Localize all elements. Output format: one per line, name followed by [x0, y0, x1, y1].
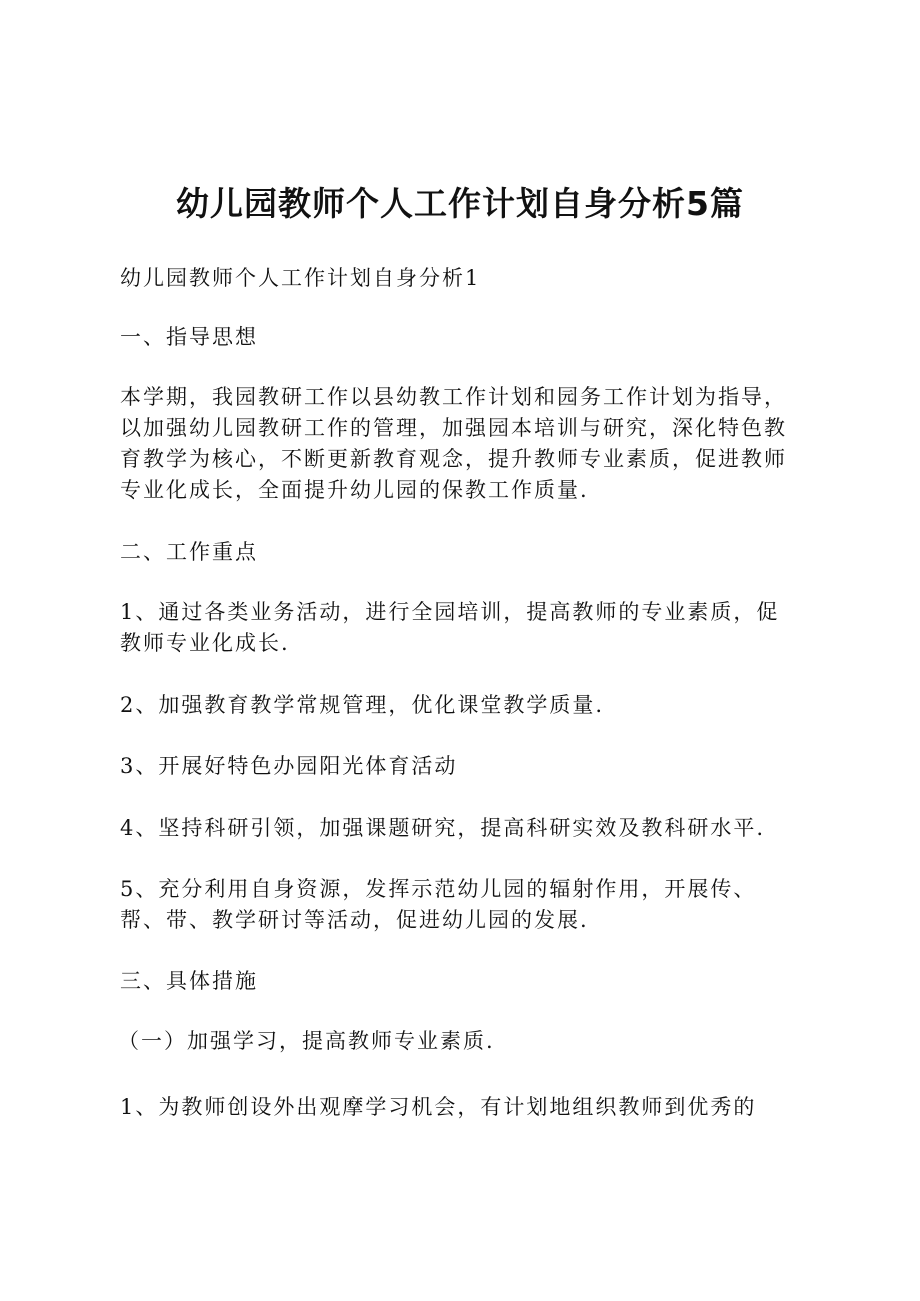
document-title: 幼儿园教师个人工作计划自身分析5篇 — [176, 184, 744, 223]
paragraph-line: 本学期，我园教研工作以县幼教工作计划和园务工作计划为指导， — [120, 385, 787, 409]
section-heading-work-focus: 二、工作重点 — [120, 540, 258, 564]
paragraph-line: 专业化成长，全面提升幼儿园的保教工作质量. — [120, 478, 589, 502]
paragraph-guiding-thought — [120, 382, 800, 506]
work-point-5 — [120, 874, 800, 936]
section-heading-specific-measures: 三、具体措施 — [120, 969, 258, 993]
paragraph-line: 5、充分利用自身资源，发挥示范幼儿园的辐射作用，开展传、 — [120, 877, 757, 901]
paragraph-line: 育教学为核心，不断更新教育观念，提升教师专业素质，促进教师 — [120, 447, 787, 471]
sub-heading-learning: （一）加强学习，提高教师专业素质. — [118, 1029, 495, 1053]
paragraph-line: 以加强幼儿园教研工作的管理，加强园本培训与研究，深化特色教 — [120, 416, 787, 440]
section-heading-guiding-thought: 一、指导思想 — [120, 325, 258, 349]
paragraph-line: 1、通过各类业务活动，进行全园培训，提高教师的专业素质，促 — [120, 600, 780, 624]
work-point-1 — [120, 597, 800, 659]
work-point-2: 2、加强教育教学常规管理，优化课堂教学质量. — [120, 693, 605, 717]
work-point-3: 3、开展好特色办园阳光体育活动 — [120, 754, 458, 778]
paragraph-line: 帮、带、教学研讨等活动，促进幼儿园的发展. — [120, 908, 589, 932]
paragraph-line: 教师专业化成长. — [120, 631, 290, 655]
work-point-4: 4、坚持科研引领，加强课题研究，提高科研实效及教科研水平. — [120, 816, 766, 840]
subtitle: 幼儿园教师个人工作计划自身分析1 — [120, 266, 481, 290]
measure-1: 1、为教师创设外出观摩学习机会，有计划地组织教师到优秀的 — [120, 1095, 757, 1119]
